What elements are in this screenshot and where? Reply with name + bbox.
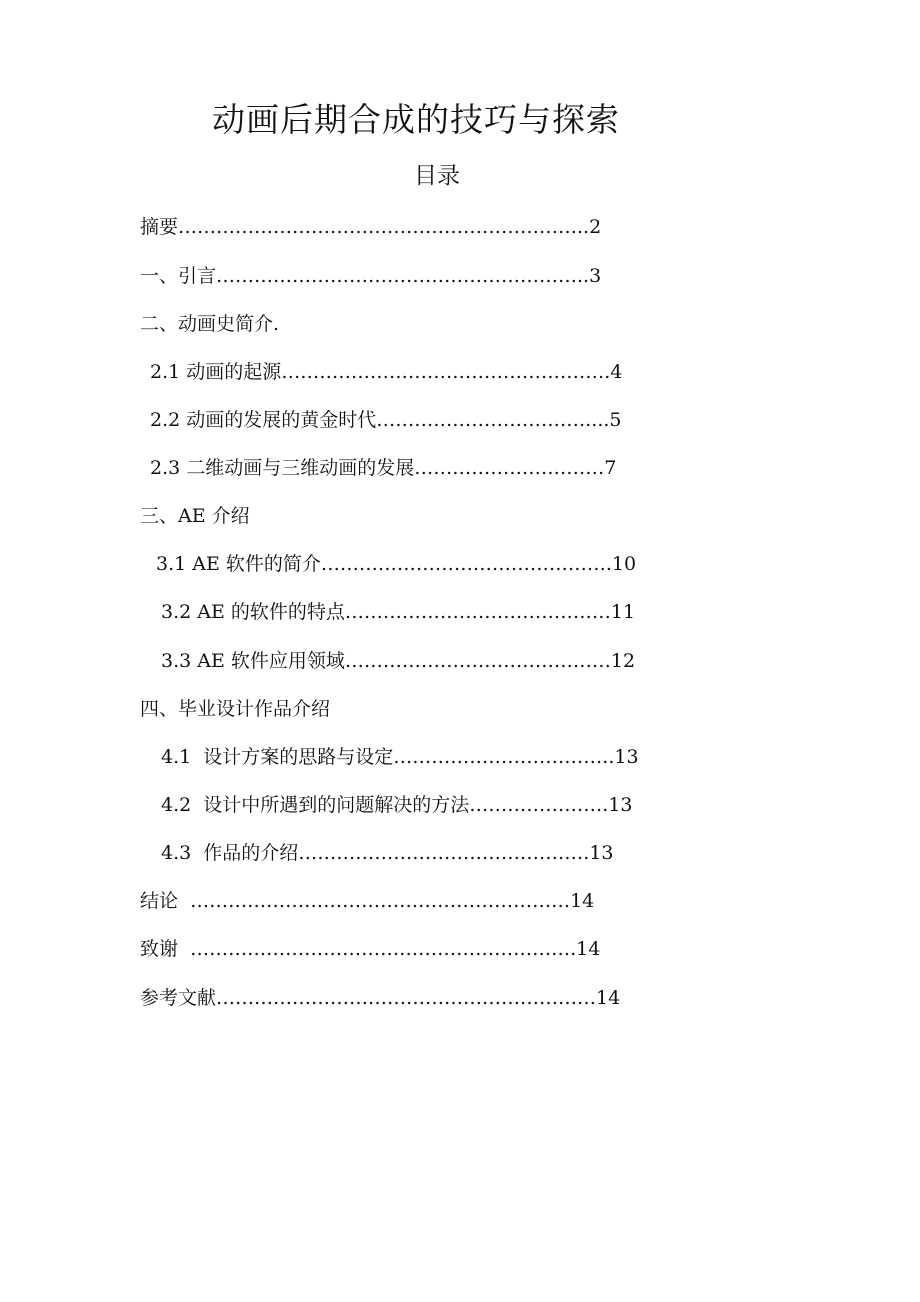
toc-entry-page: .13 [602,794,633,816]
toc-entry-page: 14 [570,890,595,912]
toc-entry-leader: ………………………………………………….. [216,265,590,287]
toc-entry-4-3[interactable] [161,838,614,868]
toc-entry-text: 二、动画史简介. [140,313,280,335]
toc-entry-text: 4.2 设计中所遇到的问题解决的方法 [161,794,470,816]
toc-entry-graduation-work[interactable] [140,694,330,724]
toc-entry-leader: ………………… [469,794,603,816]
toc-entry-text: 参考文献 [140,987,217,1009]
toc-entry-4-2[interactable] [161,790,633,820]
toc-entry-leader: ……………………………………… [298,842,584,864]
toc-entry-3-2[interactable] [161,597,635,627]
toc-entry-leader: …………………………………………… [281,361,605,383]
document-title: 动画后期合成的技巧与探索 [212,100,620,139]
toc-entry-text: 3.2 AE 的软件的特点 [161,601,345,623]
toc-entry-text: 摘要 [140,216,179,238]
toc-entry-leader: …………………………………… [344,650,611,672]
toc-entry-conclusion[interactable] [140,886,594,916]
toc-entry-text: 四、毕业设计作品介绍 [140,698,331,720]
toc-entry-text: 致谢 [140,938,191,960]
toc-entry-4-1[interactable] [161,742,639,772]
toc-entry-page: .13 [583,842,614,864]
toc-entry-3-1[interactable] [156,549,636,579]
toc-entry-references[interactable] [140,983,620,1013]
toc-entry-2-2[interactable] [150,405,622,435]
toc-entry-leader: …………………………… [393,746,603,768]
toc-entry-text: 2.2 动画的发展的黄金时代 [150,409,377,431]
toc-entry-ae-intro[interactable] [140,501,250,531]
toc-entry-text: 结论 [140,890,191,912]
toc-entry-3-3[interactable] [161,646,635,676]
toc-entry-page: .14 [570,938,601,960]
toc-entry-animation-history[interactable] [140,309,279,339]
toc-entry-leader: ……………………………………… [320,553,606,575]
toc-entry-leader: ………………………… [414,457,605,479]
toc-entry-text: 三、AE 介绍 [140,505,250,527]
toc-entry-introduction[interactable] [140,261,601,291]
toc-entry-page: .4 [604,361,623,383]
toc-entry-text: 一、引言 [140,265,217,287]
toc-entry-abstract[interactable] [140,212,601,242]
toc-entry-leader: …………………………………………………… [190,938,571,960]
toc-heading: 目录 [414,163,460,189]
toc-entry-text: 3.3 AE 软件应用领域 [161,650,345,672]
toc-entry-page: 7 [604,457,617,479]
toc-entry-page: .10 [605,553,637,575]
toc-entry-leader: …………………………………………………… [216,987,597,1009]
toc-entry-page: ..13 [602,746,639,768]
toc-entry-page: 3 [589,265,602,287]
toc-entry-text: 4.3 作品的介绍 [161,842,299,864]
toc-entry-text: 4.1 设计方案的思路与设定 [161,746,394,768]
toc-entry-page: 11 [610,601,636,623]
toc-entry-leader: ……………………………... [376,409,604,431]
toc-entry-page: 2 [589,216,602,238]
toc-entry-page: 12 [610,650,636,672]
toc-entry-page: .5 [603,409,622,431]
toc-entry-text: 2.1 动画的起源 [150,361,282,383]
toc-entry-leader: …………………………………… [344,601,611,623]
toc-entry-acknowledgements[interactable] [140,934,600,964]
toc-entry-leader: …………………………………………………… [190,890,571,912]
toc-entry-text: 3.1 AE 软件的简介 [156,553,321,575]
toc-entry-text: 2.3 二维动画与三维动画的发展 [150,457,415,479]
toc-entry-leader: ……………………………………………………….. [178,216,590,238]
toc-entry-2-3[interactable] [150,453,616,483]
toc-entry-2-1[interactable] [150,357,622,387]
toc-entry-page: 14 [596,987,621,1009]
